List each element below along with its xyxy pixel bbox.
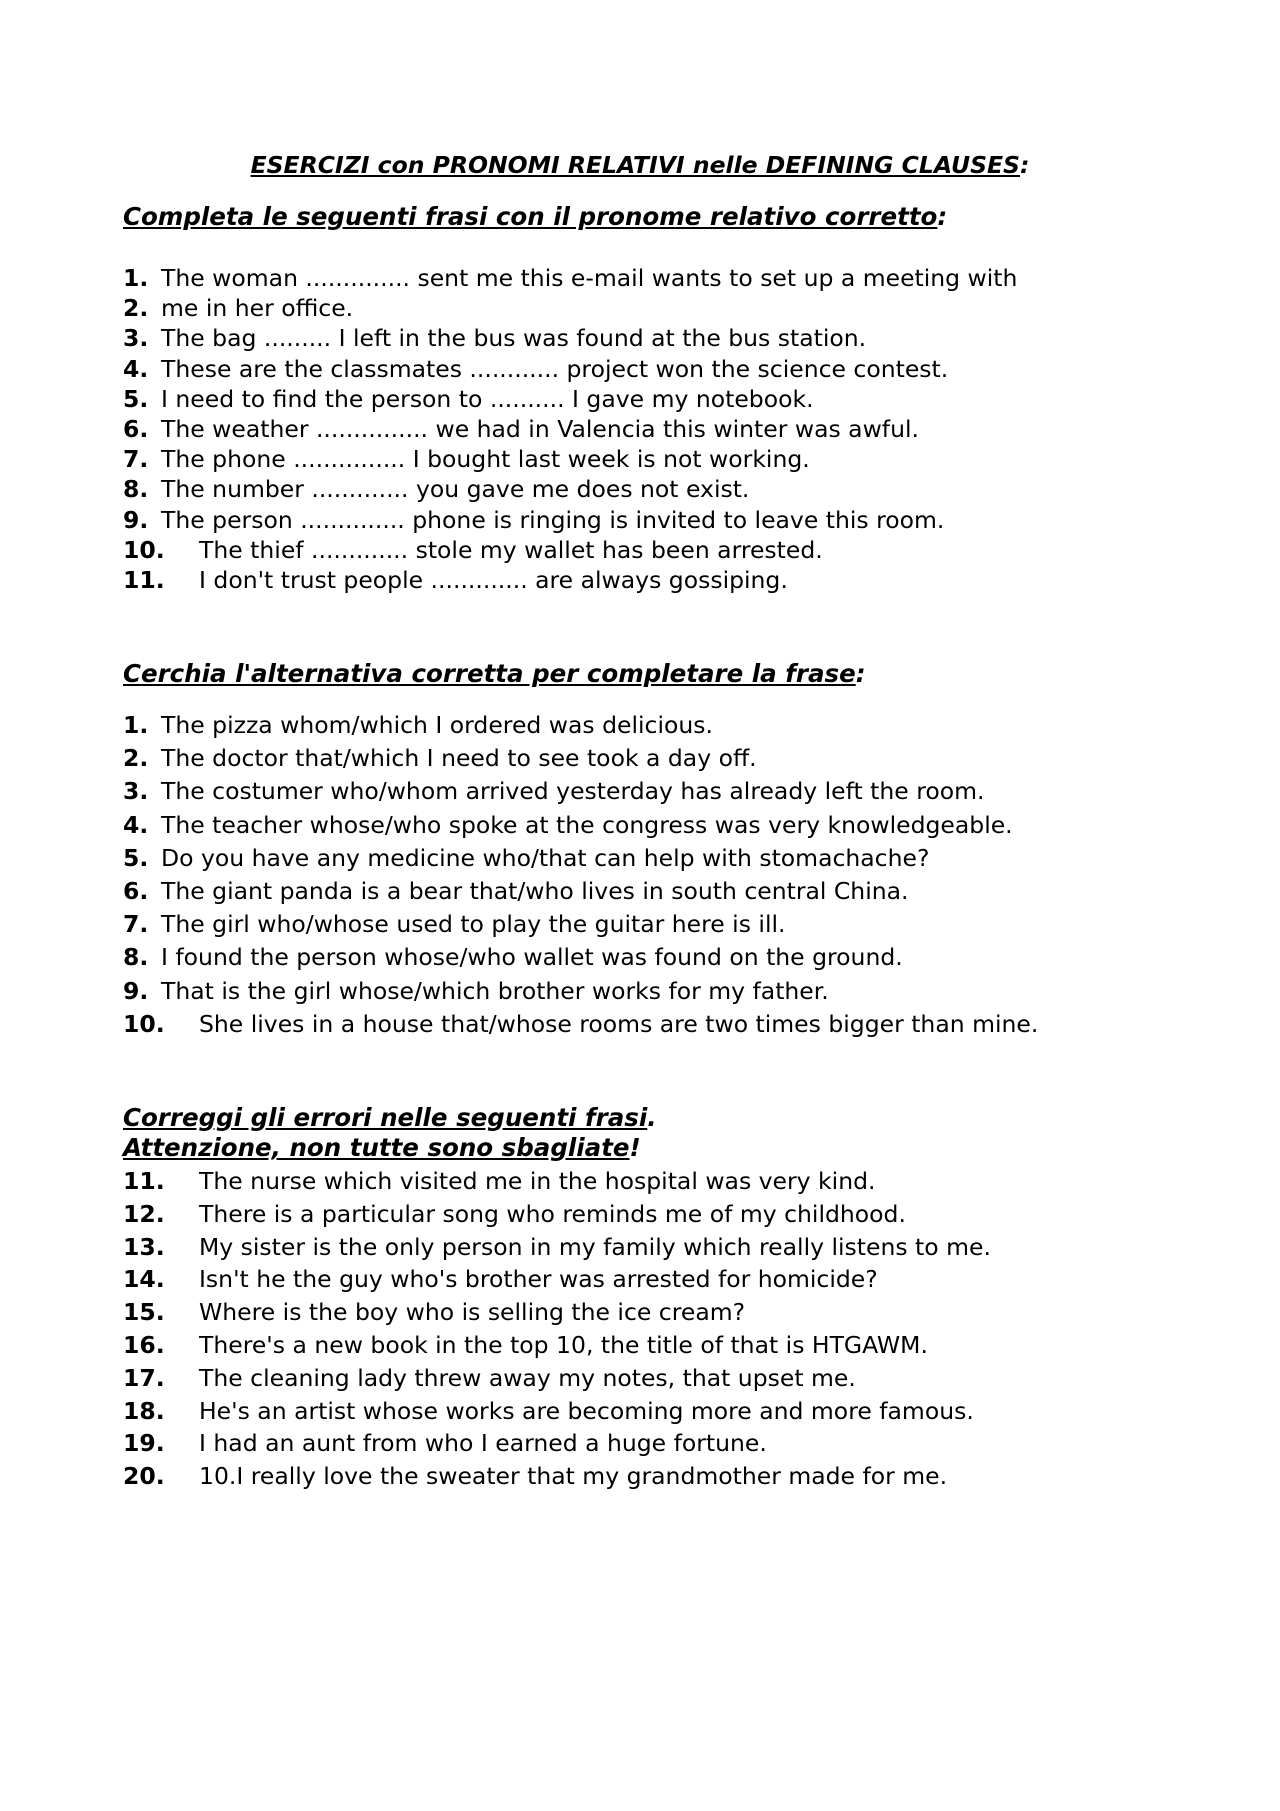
section1-item (123, 565, 1017, 595)
section3-item-text: He's an artist whose works are becoming more and more famous. (199, 1396, 974, 1425)
section2-item-text: The girl who/whose used to play the guitar here is ill. (161, 910, 786, 939)
section3-list (123, 1165, 991, 1493)
section2-item (123, 742, 1038, 775)
section3-item-number: 11. (123, 1167, 165, 1195)
section1-item (123, 323, 1017, 353)
section2-item (123, 975, 1038, 1008)
section3-item (123, 1296, 991, 1329)
section3-item (123, 1263, 991, 1296)
section3-item-number: 16. (123, 1330, 165, 1359)
section3-item-text: The cleaning lady threw away my notes, that upset me. (199, 1363, 856, 1392)
section2-item-number: 9. (123, 976, 149, 1005)
section1-item-number: 8. (123, 475, 149, 504)
section2-item (123, 809, 1038, 842)
section1-item-text: The person .............. phone is ringing is invited to leave this room. (161, 505, 945, 534)
section3-item (123, 1460, 991, 1493)
section2-heading-text: Cerchia l'alternativa corretta per completare la frase (123, 659, 856, 688)
section1-item-number: 11. (123, 565, 165, 594)
section2-item-text: The costumer who/whom arrived yesterday has already left the room. (161, 777, 985, 806)
section2-list (123, 709, 1038, 1041)
section2-item (123, 709, 1038, 742)
section1-item (123, 505, 1017, 535)
section2-item-number: 10. (123, 1009, 165, 1038)
section3-item (123, 1427, 991, 1460)
section2-item-number: 1. (123, 711, 149, 739)
section3-heading-line2-text: Attenzione, non tutte sono sbagliate (123, 1133, 630, 1162)
section1-item (123, 474, 1017, 504)
section2-item-text: She lives in a house that/whose rooms are two times bigger than mine. (199, 1009, 1039, 1038)
section1-item-text: These are the classmates ............ project won the science contest. (161, 354, 949, 383)
section1-item (123, 293, 1017, 323)
section1-item (123, 384, 1017, 414)
section3-item-text: Where is the boy who is selling the ice cream? (199, 1298, 746, 1327)
section3-heading-line2 (123, 1133, 641, 1163)
section1-item-number: 10. (123, 535, 165, 564)
section2-item-number: 2. (123, 744, 149, 773)
section3-heading-line1-text: Correggi gli errori nelle seguenti frasi (123, 1103, 648, 1132)
section3-item-number: 20. (123, 1462, 165, 1491)
section3-item-text: 10.I really love the sweater that my grandmother made for me. (199, 1462, 948, 1491)
section2-item-number: 7. (123, 910, 149, 939)
section3-item-text: There's a new book in the top 10, the title of that is HTGAWM. (199, 1330, 928, 1359)
section2-item (123, 941, 1038, 974)
section1-item (123, 535, 1017, 565)
section2-item-text: Do you have any medicine who/that can help with stomachache? (161, 843, 930, 872)
section1-item-number: 1. (123, 264, 149, 292)
section1-heading (123, 202, 947, 232)
section1-item-text: The weather ............... we had in Valencia this winter was awful. (161, 414, 919, 443)
section2-item-text: The teacher whose/who spoke at the congress was very knowledgeable. (161, 810, 1013, 839)
section1-item-text: The woman .............. sent me this e-mail wants to set up a meeting with (161, 264, 1018, 292)
section1-item (123, 354, 1017, 384)
section1-item-text: me in her office. (161, 294, 354, 323)
section2-item-text: I found the person whose/who wallet was found on the ground. (161, 943, 903, 972)
section2-heading-suffix: : (855, 659, 866, 688)
page-title-suffix: : (1020, 151, 1030, 179)
section1-item-number: 4. (123, 354, 149, 383)
section3-item-number: 12. (123, 1199, 165, 1228)
section2-item-text: The giant panda is a bear that/who lives in south central China. (161, 876, 909, 905)
section3-item (123, 1329, 991, 1362)
section1-item-number: 6. (123, 414, 149, 443)
section1-item-number: 9. (123, 505, 149, 534)
section1-heading-suffix: : (937, 202, 948, 231)
section2-item (123, 775, 1038, 808)
section2-item-text: The pizza whom/which I ordered was delicious. (161, 711, 713, 739)
section1-item-text: The number ............. you gave me does not exist. (161, 475, 750, 504)
section1-item-number: 2. (123, 294, 149, 323)
section1-item (123, 263, 1017, 293)
section3-heading-line1 (123, 1103, 657, 1133)
section3-item-number: 13. (123, 1232, 165, 1261)
section1-item-text: The bag ......... I left in the bus was found at the bus station. (161, 324, 867, 353)
section3-heading-line1-suffix: . (647, 1103, 657, 1132)
section2-item-number: 5. (123, 843, 149, 872)
section2-item (123, 1008, 1038, 1041)
section1-item-text: I don't trust people ............. are always gossiping. (199, 565, 788, 594)
section2-item-number: 3. (123, 777, 149, 806)
section1-item (123, 444, 1017, 474)
section3-item-text: There is a particular song who reminds me of my childhood. (199, 1199, 906, 1228)
section2-item-number: 8. (123, 943, 149, 972)
section3-item-number: 19. (123, 1429, 165, 1458)
section1-heading-text: Completa le seguenti frasi con il pronome relativo corretto (123, 202, 938, 231)
section2-item-text: That is the girl whose/which brother works for my father. (161, 976, 829, 1005)
section3-item (123, 1395, 991, 1428)
section2-item (123, 908, 1038, 941)
section1-item (123, 414, 1017, 444)
section1-list (123, 263, 1017, 595)
section2-item-number: 6. (123, 876, 149, 905)
section3-item-text: Isn't he the guy who's brother was arrested for homicide? (199, 1265, 878, 1294)
section1-item-text: The thief ............. stole my wallet has been arrested. (199, 535, 823, 564)
page-title-text: ESERCIZI con PRONOMI RELATIVI nelle DEFINING CLAUSES (250, 151, 1020, 179)
section3-item-number: 18. (123, 1396, 165, 1425)
page-title (0, 150, 1280, 180)
section3-item-number: 14. (123, 1265, 165, 1294)
section3-item-text: I had an aunt from who I earned a huge fortune. (199, 1429, 767, 1458)
section1-item-text: The phone ............... I bought last week is not working. (161, 445, 810, 474)
section3-item (123, 1165, 991, 1198)
section3-item (123, 1198, 991, 1231)
section3-item-number: 15. (123, 1298, 165, 1327)
section2-heading (123, 659, 866, 689)
section1-item-number: 5. (123, 384, 149, 413)
section3-heading-line2-suffix: ! (629, 1133, 641, 1162)
section3-item-text: The nurse which visited me in the hospital was very kind. (199, 1167, 876, 1195)
section3-item-text: My sister is the only person in my family which really listens to me. (199, 1232, 991, 1261)
section3-item (123, 1362, 991, 1395)
section1-item-number: 7. (123, 445, 149, 474)
section2-item-number: 4. (123, 810, 149, 839)
section2-item (123, 875, 1038, 908)
section3-item (123, 1231, 991, 1264)
section3-item-number: 17. (123, 1363, 165, 1392)
section1-item-number: 3. (123, 324, 149, 353)
section2-item (123, 842, 1038, 875)
section2-item-text: The doctor that/which I need to see took a day off. (161, 744, 757, 773)
section1-item-text: I need to find the person to .......... I gave my notebook. (161, 384, 814, 413)
